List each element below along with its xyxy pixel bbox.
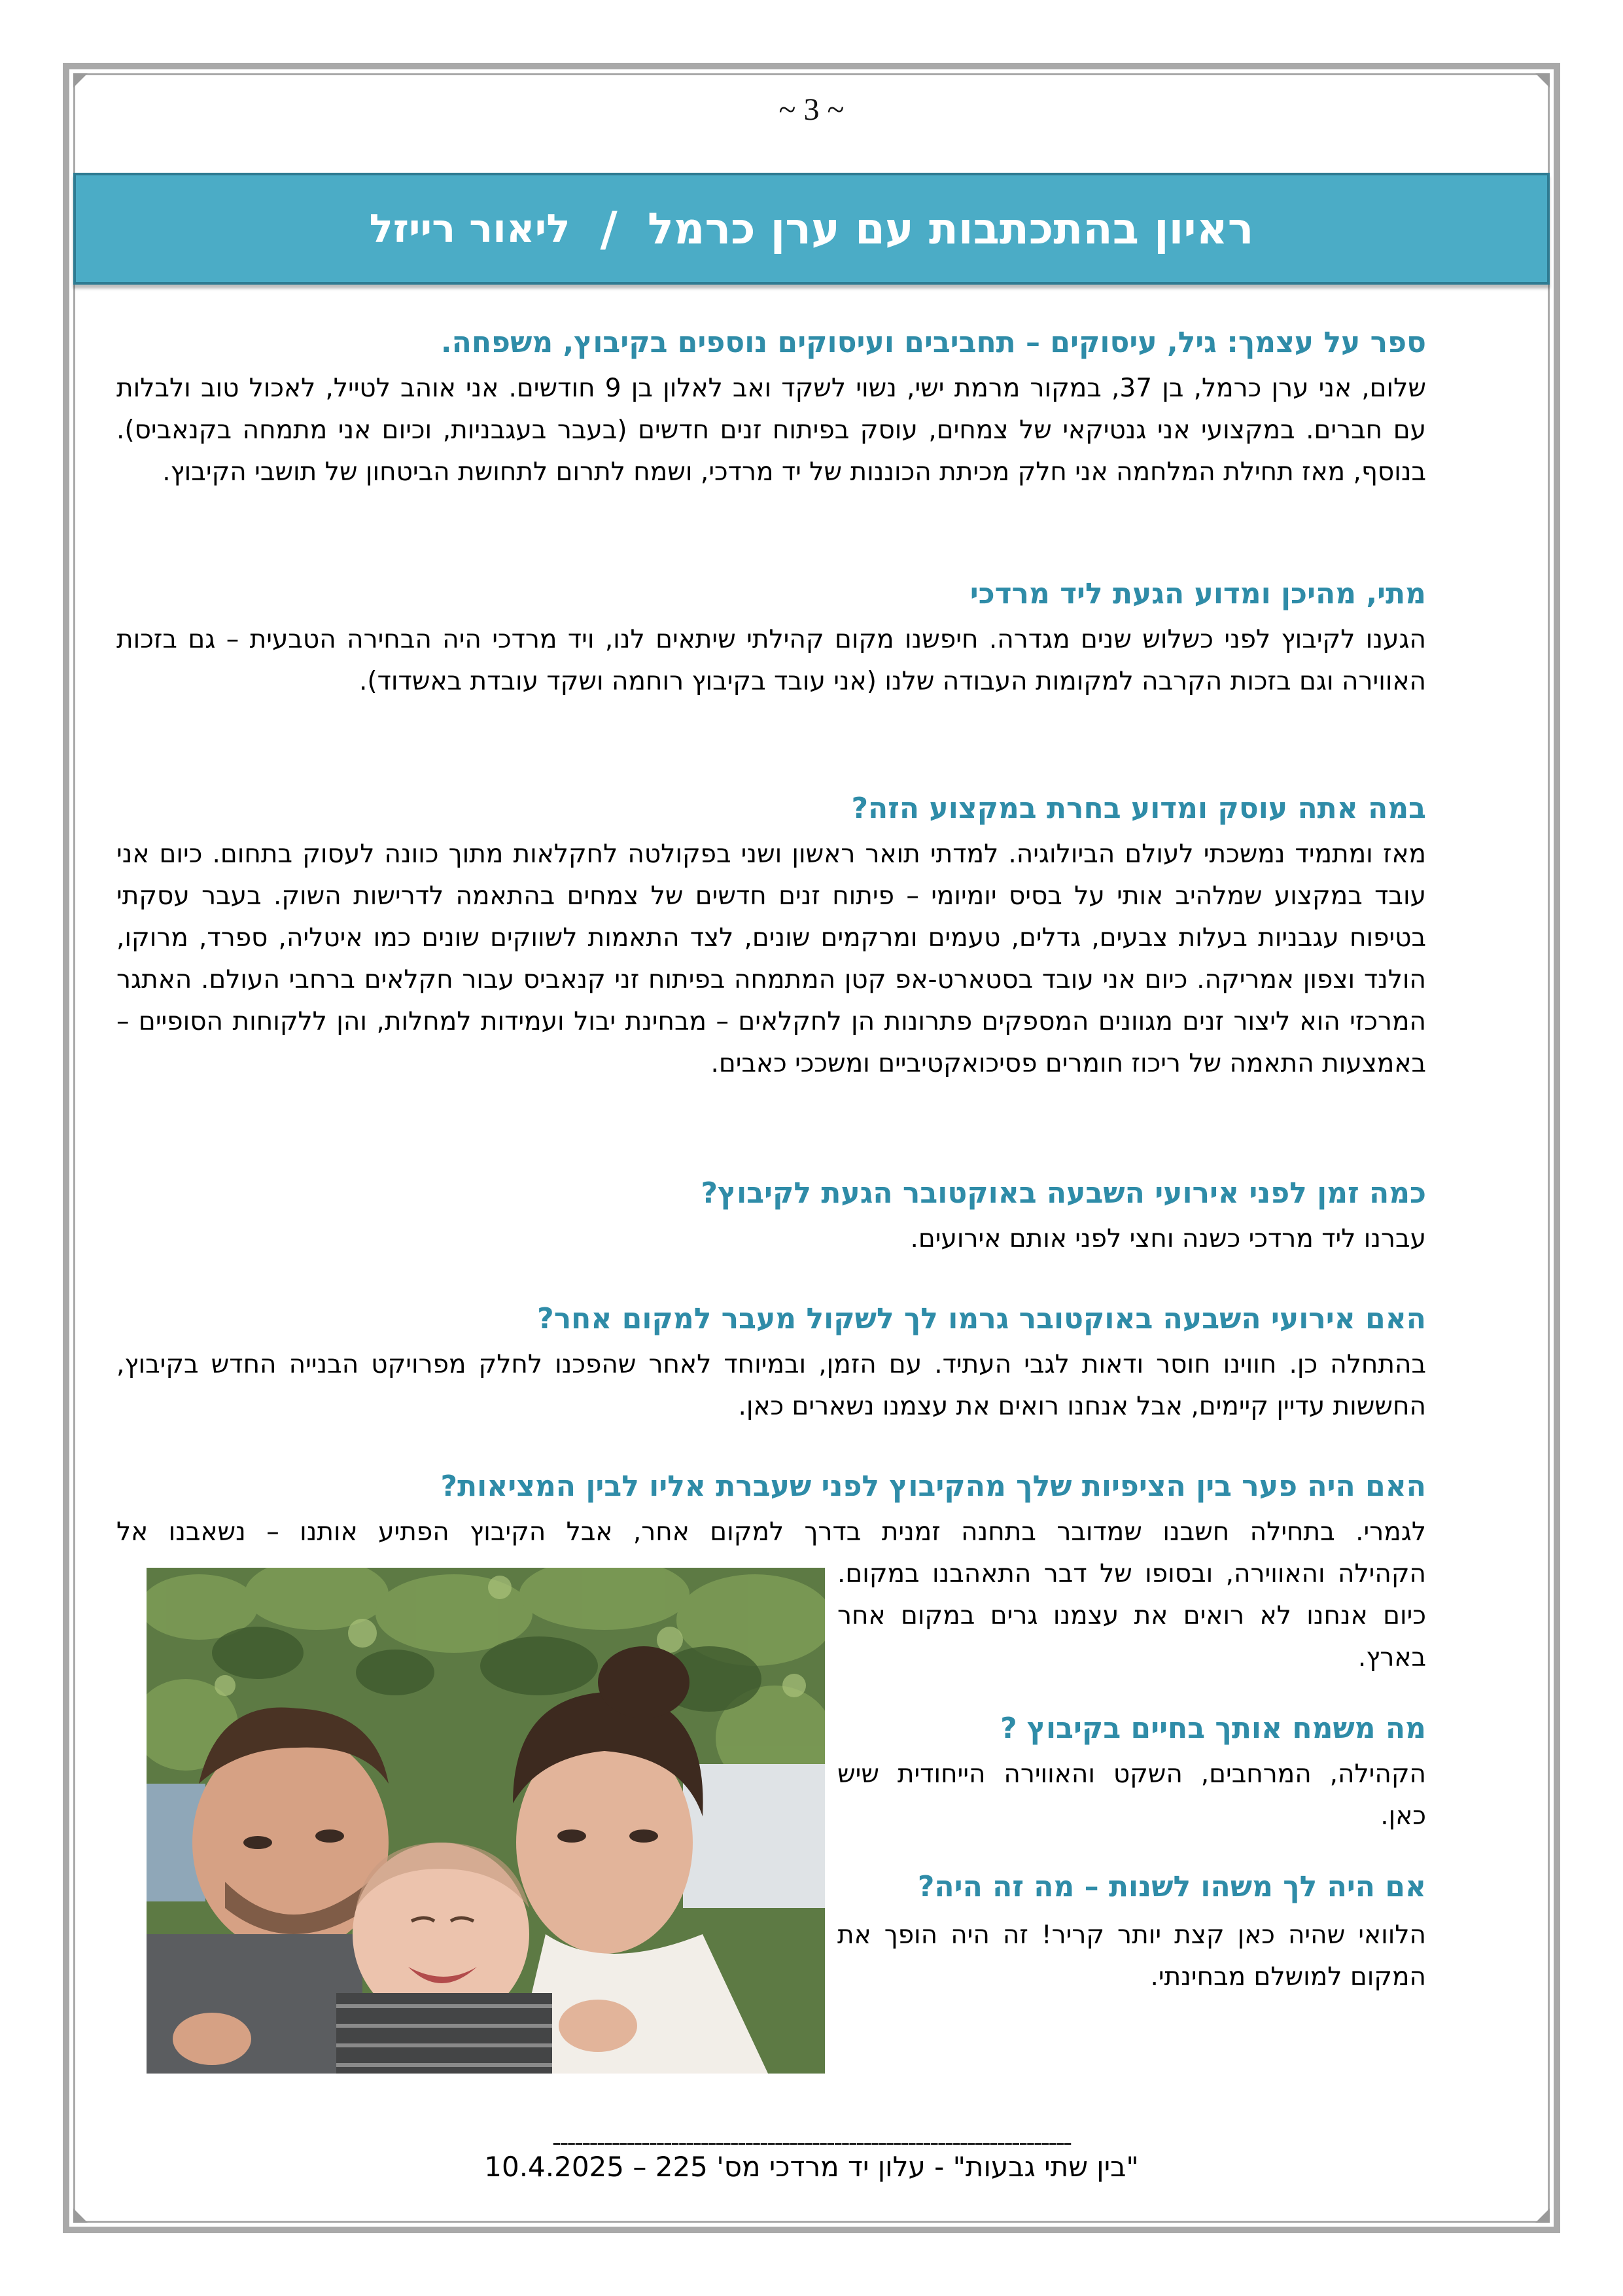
footer-publication-info: "בין שתי גבעות" - עלון יד מרדכי מס' 225 – 10.4.2025 xyxy=(484,2151,1139,2183)
article-title-banner xyxy=(73,173,1550,285)
interview-section xyxy=(116,788,1426,1085)
interview-section xyxy=(116,1298,1426,1428)
frame-corner-decoration xyxy=(1535,2208,1550,2223)
interview-answer: בהתחלה כן. חווינו חוסר ודאות לגבי העתיד. עם הזמן, ובמיוחד לאחר שהפכנו לחלק מפרויקט הבנייה החדש בקיבוץ, החששות עדיין קיימים, אבל אנחנו רואים את עצמנו נשארים כאן. xyxy=(116,1350,1426,1421)
interview-section xyxy=(116,322,1426,493)
title-separator: / xyxy=(600,201,618,256)
interview-answer: מאז ומתמיד נמשכתי לעולם הביולוגיה. למדתי תואר ראשון ושני בפקולטה לחקלאות מתוך כוונה לעסוק בתחום. כיום אני עובד במקצוע שמלהיב אותי על בסיס יומיומי – פיתוח זנים חדשים של צמחים בהתאמה לדרישות השוק. בעבר עסקתי בטיפוח עגבניות בעלות צבעים, גדלים, טעמים ומרקמים שונים, לצד התאמות לשווקים שונים כמו איטליה, ספרד, מרוקו, הולנד וצפון אמריקה. כיום אני עובד בסטארט-אפ קטן המתמחה בפיתוח זני קנאביס עבור חקלאים ברחבי העולם. האתגר המרכזי הוא ליצור זנים מגוונים המספקים פתרונות הן לחקלאים – מבחינת יבול ועמידות למחלות, והן ללקוחות הסופיים – באמצעות התאמה של ריכוז חומרים פסיכואקטיביים ומשככי כאבים. xyxy=(116,839,1426,1078)
interview-question: מתי, מהיכן ומדוע הגעת ליד מרדכי xyxy=(969,577,1426,610)
article-author: ליאור רייזל xyxy=(369,205,570,252)
interview-question: כמה זמן לפני אירועי השבעה באוקטובר הגעת לקיבוץ? xyxy=(701,1176,1426,1210)
frame-corner-decoration xyxy=(1535,73,1550,88)
interview-question: במה אתה עוסק ומדוע בחרת במקצוע הזה? xyxy=(851,792,1426,825)
interview-section xyxy=(116,1173,1426,1260)
frame-corner-decoration xyxy=(73,73,88,88)
interview-answer: עברנו ליד מרדכי כשנה וחצי לפני אותם אירועים. xyxy=(910,1224,1426,1254)
interview-answer: הגענו לקיבוץ לפני כשלוש שנים מגדרה. חיפשנו מקום קהילתי שיתאים לנו, ויד מרדכי היה הבחירה הטבעית – גם בזכות האווירה וגם בזכות הקרבה למקומות העבודה שלנו (אני עובד בקיבוץ רוחמה ושקד עובדת באשדוד). xyxy=(116,625,1426,696)
interview-section xyxy=(116,573,1426,703)
article-title: ראיון בהתכתבות עם ערן כרמל xyxy=(647,203,1254,254)
interview-question: אם היה לך משהו לשנות – מה זה היה? xyxy=(917,1870,1426,1903)
interview-question: ספר על עצמך: גיל, עיסוקים – תחביבים ועיסוקים נוספים בקיבוץ, משפחה. xyxy=(440,326,1426,359)
family-photo xyxy=(147,1568,825,2074)
frame-corner-decoration xyxy=(73,2208,88,2223)
interview-question: מה משמח אותך בחיים בקיבוץ ? xyxy=(1000,1712,1426,1745)
interview-answer: שלום, אני ערן כרמל, בן 37, במקור מרמת ישי, נשוי לשקד ואב לאלון בן 9 חודשים. אני אוהב לטייל, לאכול טוב ולבלות עם חברים. במקצועי אני גנטיקאי של צמחים, עוסק בפיתוח זנים חדשים (בעבר בעגבניות, וכיום אני מתמחה בקנאביס). בנוסף, מאז תחילת המלחמה אני חלק מכיתת הכוננות של יד מרדכי, ושמח לתרום לתחושת הביטחון של תושבי הקיבוץ. xyxy=(116,374,1426,487)
interview-section xyxy=(116,1466,1426,1553)
page-number: ~ 3 ~ xyxy=(778,92,845,127)
interview-answer: לגמרי. בתחילה חשבנו שמדובר בתחנה זמנית בדרך למקום אחר, אבל הקיבוץ הפתיע אותנו – נשאבנו אל xyxy=(116,1517,1426,1547)
narrow-text-column xyxy=(837,1553,1426,1998)
interview-answer-continued: הקהילה והאווירה, ובסופו של דבר התאהבנו במקום. כיום אנחנו לא רואים את עצמנו גרים במקום אחר בארץ. xyxy=(837,1559,1426,1672)
interview-question: האם אירועי השבעה באוקטובר גרמו לך לשקול מעבר למקום אחר? xyxy=(537,1302,1426,1335)
interview-answer: הקהילה, המרחבים, השקט והאווירה הייחודית שיש כאן. xyxy=(837,1759,1426,1831)
footer-rule: ---------------------------------------------------------------------- xyxy=(552,2127,1071,2156)
interview-question: האם היה פער בין הציפיות שלך מהקיבוץ לפני שעברת אליו לבין המציאות? xyxy=(440,1470,1426,1503)
interview-answer: הלוואי שהיה כאן קצת יותר קריר! זה היה הופך את המקום למושלם מבחינתי. xyxy=(837,1920,1426,1992)
